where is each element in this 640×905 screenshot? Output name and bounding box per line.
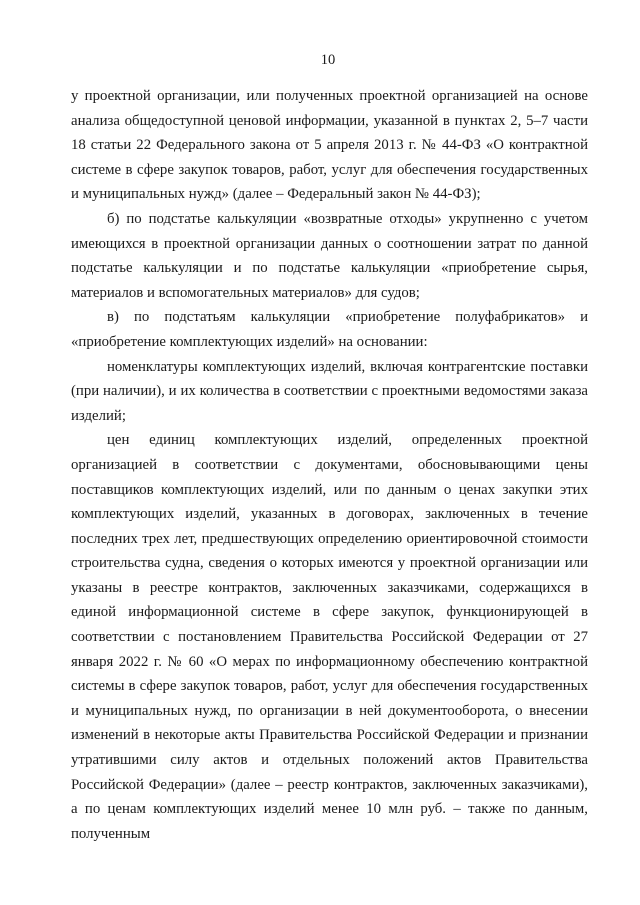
paragraph-item-v: в) по подстатьям калькуляции «приобретение полуфабрикатов» и «приобретение комплектующих изделий» на основании:	[71, 309, 588, 350]
paragraph-unit-prices: цен единиц комплектующих изделий, определенных проектной организацией в соответствии с документами, обосновывающими цены поставщиков комплектующих изделий, или по данным о ценах закупки этих комплектующих изделий, указанных в договорах, заключенных в течение последних трех лет, предшествующих определению ориентировочной стоимости строительства судна, сведения о которых имеются у проектной организации или указаны в реестре контрактов, заключенных заказчиками, содержащихся в единой информационной системе в сфере закупок, функционирующей в соответствии с постановлением Правительства Российской Федерации от 27 января 2022 г. № 60 «О мерах по информационному обеспечению контрактной системы в сфере закупок товаров, работ, услуг для обеспечения государственных и муниципальных нужд, по организации в ней документооборота, о внесении изменений в некоторые акты Правительства Российской Федерации и признании утратившими силу актов и отдельных положений актов Правительства Российской Федерации» (далее – реестр контрактов, заключенных заказчиками), а по ценам комплектующих изделий менее 10 млн руб. – также по данным, полученным	[71, 432, 588, 842]
page-number: 10	[320, 52, 336, 68]
paragraph-item-b: б) по подстатье калькуляции «возвратные отходы» укрупненно с учетом имеющихся в проектной организации данных о соотношении затрат по данной подстатье калькуляции и по подстатье калькуляции «приобретение сырья, материалов и вспомогательных материалов» для судов;	[71, 210, 588, 301]
body-text	[71, 84, 588, 846]
paragraph-continuation: у проектной организации, или полученных проектной организацией на основе анализа общедоступной ценовой информации, указанной в пунктах 2, 5–7 части 18 статьи 22 Федерального закона от 5 апреля 2013 г. № 44-ФЗ «О контрактной системе в сфере закупок товаров, работ, услуг для обеспечения государственных и муниципальных нужд» (далее – Федеральный закон № 44-ФЗ);	[71, 88, 588, 203]
paragraph-nomenclature: номенклатуры комплектующих изделий, включая контрагентские поставки (при наличии), и их количества в соответствии с проектными ведомостями заказа изделий;	[71, 358, 588, 424]
